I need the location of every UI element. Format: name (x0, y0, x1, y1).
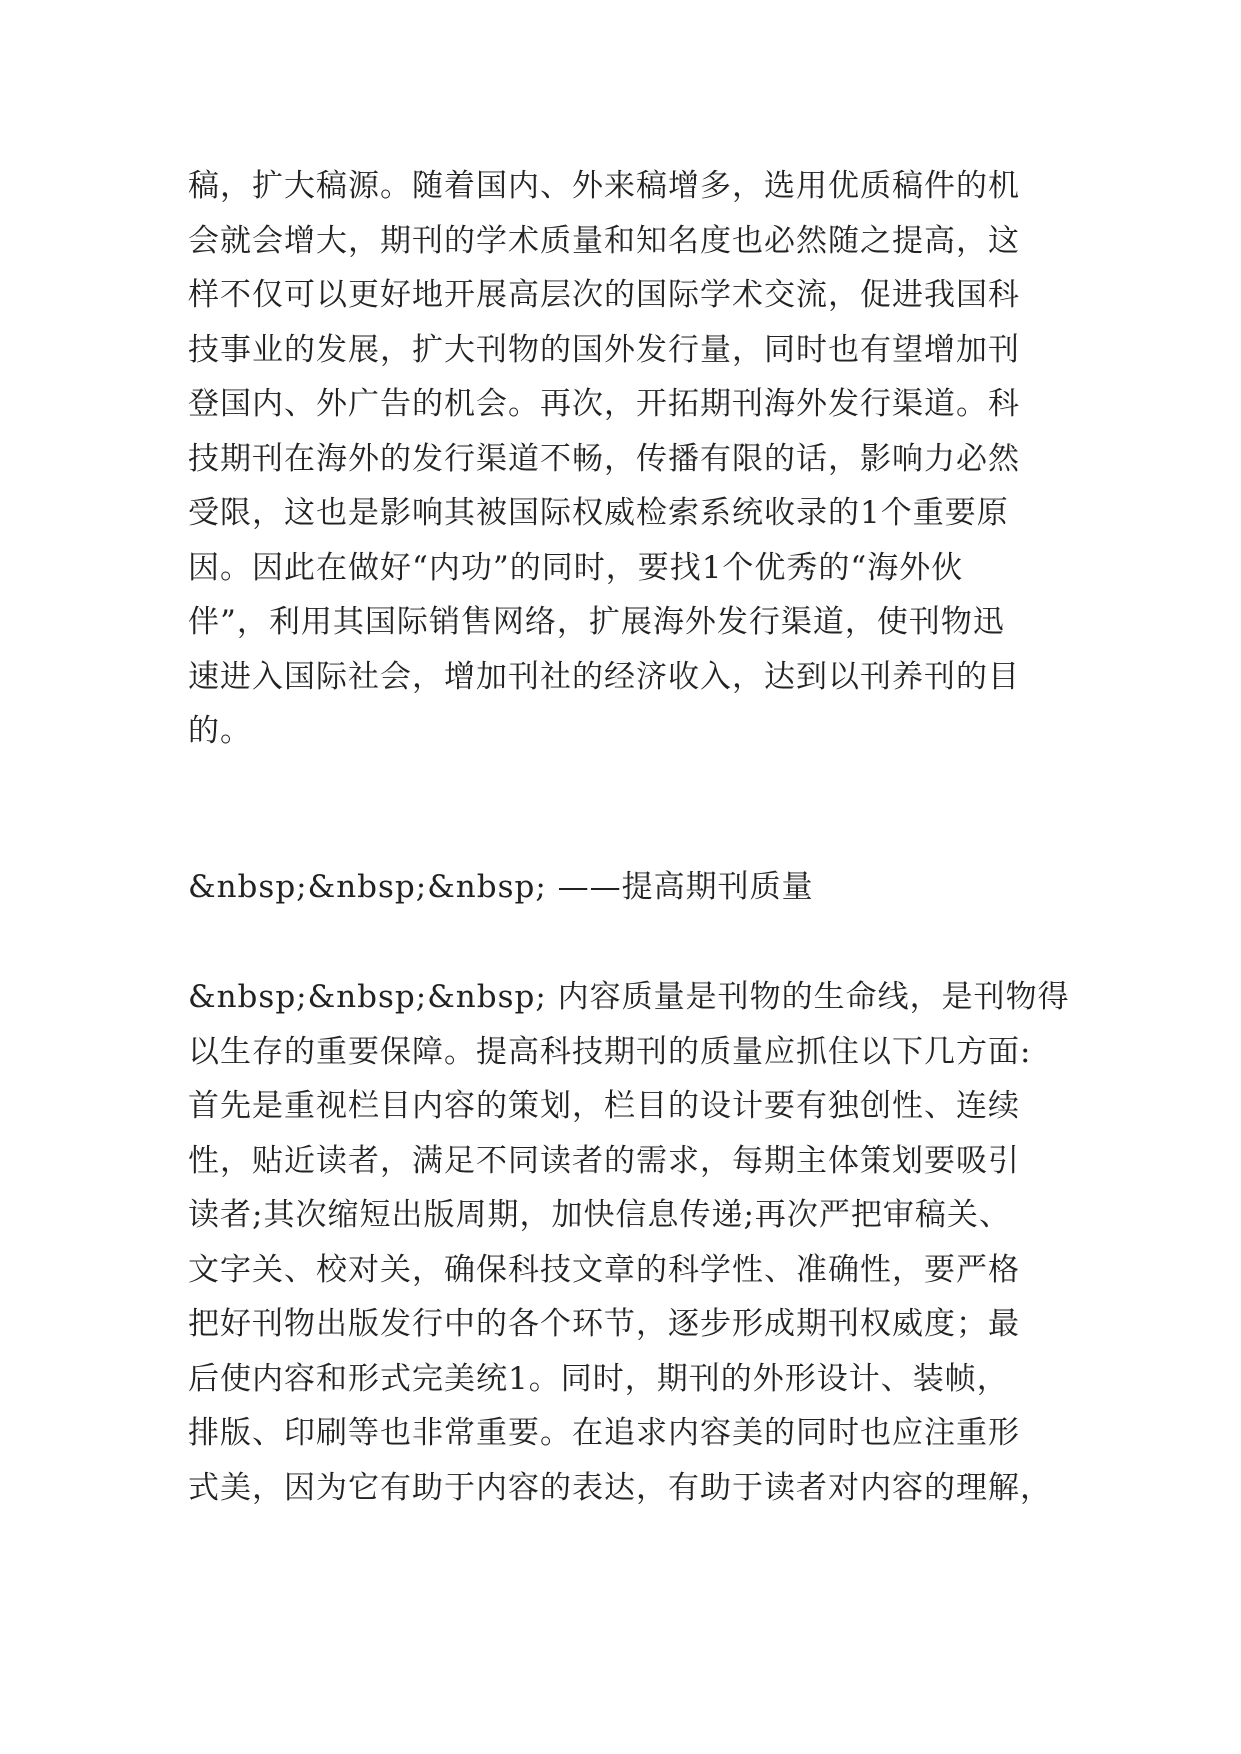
paragraph-line: 排版、印刷等也非常重要。在追求内容美的同时也应注重形 (188, 1415, 1020, 1451)
paragraph-line: 性，贴近读者，满足不同读者的需求，每期主体策划要吸引 (188, 1142, 1020, 1179)
paragraph-1 (188, 159, 1068, 759)
paragraph-line: &nbsp;&nbsp;&nbsp; 内容质量是刊物的生命线，是刊物得 (188, 979, 1070, 1015)
paragraph-line: 读者;其次缩短出版周期，加快信息传递;再次严把审稿关、 (188, 1197, 1011, 1233)
paragraph-line: 稿，扩大稿源。随着国内、外来稿增多，选用优质稿件的机 (188, 168, 1020, 204)
paragraph-line: 文字关、校对关，确保科技文章的科学性、准确性，要严格 (188, 1251, 1020, 1288)
paragraph-line: 受限，这也是影响其被国际权威检索系统收录的1个重要原 (188, 495, 1009, 531)
paragraph-line: 把好刊物出版发行中的各个环节，逐步形成期刊权威度；最 (188, 1306, 1020, 1342)
paragraph-line: 因。因此在做好“内功”的同时，要找1个优秀的“海外伙 (188, 549, 964, 586)
paragraph-line: 样不仅可以更好地开展高层次的国际学术交流，促进我国科 (188, 277, 1020, 313)
section-heading-text: &nbsp;&nbsp;&nbsp; ——提高期刊质量 (188, 869, 814, 905)
paragraph-line: 后使内容和形式完美统1。同时，期刊的外形设计、装帧， (188, 1360, 1009, 1397)
paragraph-line: 伴”，利用其国际销售网络，扩展海外发行渠道，使刊物迅 (188, 604, 1005, 640)
paragraph-line: 技期刊在海外的发行渠道不畅，传播有限的话，影响力必然 (188, 440, 1020, 477)
paragraph-line: 登国内、外广告的机会。再次，开拓期刊海外发行渠道。科 (188, 386, 1020, 422)
paragraph-line: 技事业的发展，扩大刊物的国外发行量，同时也有望增加刊 (188, 331, 1020, 368)
paragraph-line: 以生存的重要保障。提高科技期刊的质量应抓住以下几方面: (188, 1033, 1032, 1070)
paragraph-line: 的。 (188, 713, 252, 749)
section-heading (188, 860, 1068, 915)
paragraph-line: 会就会增大，期刊的学术质量和知名度也必然随之提高，这 (188, 222, 1020, 259)
paragraph-line: 首先是重视栏目内容的策划，栏目的设计要有独创性、连续 (188, 1088, 1020, 1124)
paragraph-line: 式美，因为它有助于内容的表达，有助于读者对内容的理解， (188, 1469, 1052, 1506)
paragraph-line: 速进入国际社会，增加刊社的经济收入，达到以刊养刊的目 (188, 658, 1020, 695)
paragraph-2 (188, 970, 1068, 1515)
